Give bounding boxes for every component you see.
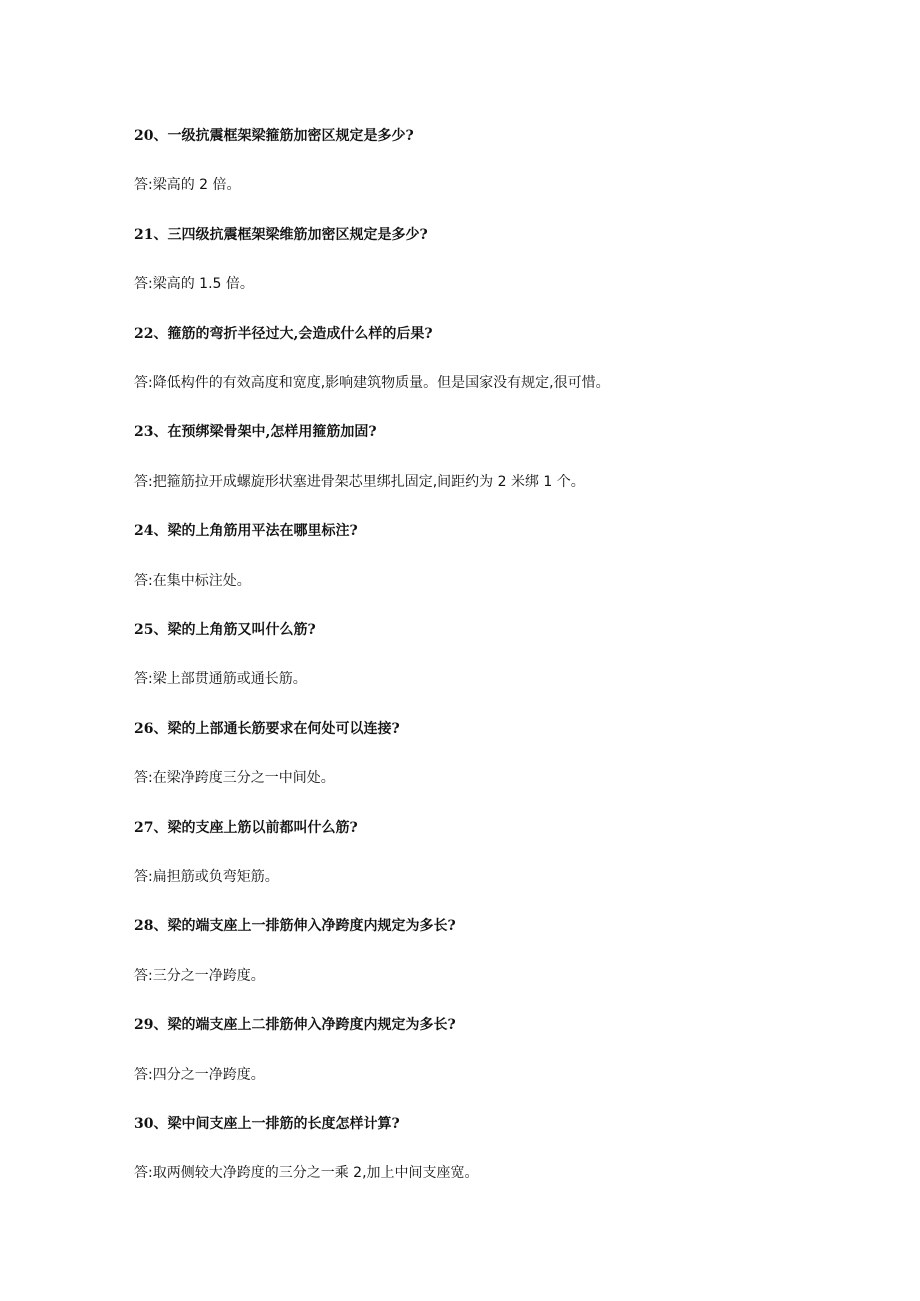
qa-item-20 — [134, 116, 874, 215]
qa-item-21 — [134, 215, 874, 314]
answer-21: 答:梁高的 1.5 倍。 — [134, 276, 254, 293]
question-25: 25、梁的上角筋又叫什么筋? — [134, 621, 316, 638]
question-28: 28、梁的端支座上一排筋伸入净跨度内规定为多长? — [134, 918, 456, 935]
qa-item-22 — [134, 314, 874, 413]
answer-27: 答:扁担筋或负弯矩筋。 — [134, 868, 279, 885]
qa-item-24 — [134, 511, 874, 610]
answer-30: 答:取两侧较大净跨度的三分之一乘 2,加上中间支座宽。 — [134, 1165, 479, 1182]
qa-item-30 — [134, 1104, 874, 1203]
qa-item-26 — [134, 709, 874, 808]
qa-item-29 — [134, 1005, 874, 1104]
qa-item-23 — [134, 412, 874, 511]
question-30: 30、梁中间支座上一排筋的长度怎样计算? — [134, 1115, 400, 1132]
qa-list — [134, 116, 874, 1203]
qa-item-28 — [134, 906, 874, 1005]
answer-20: 答:梁高的 2 倍。 — [134, 177, 241, 194]
question-26: 26、梁的上部通长筋要求在何处可以连接? — [134, 720, 400, 737]
answer-22: 答:降低构件的有效高度和宽度,影响建筑物质量。但是国家没有规定,很可惜。 — [134, 374, 610, 391]
question-22: 22、箍筋的弯折半径过大,会造成什么样的后果? — [134, 325, 433, 342]
qa-item-25 — [134, 610, 874, 709]
question-20: 20、一级抗震框架梁箍筋加密区规定是多少? — [134, 128, 414, 144]
question-29: 29、梁的端支座上二排筋伸入净跨度内规定为多长? — [134, 1017, 456, 1034]
question-24: 24、梁的上角筋用平法在哪里标注? — [134, 523, 358, 540]
qa-item-27 — [134, 808, 874, 907]
question-21: 21、三四级抗震框架梁维筋加密区规定是多少? — [134, 226, 428, 243]
answer-26: 答:在梁净跨度三分之一中间处。 — [134, 770, 335, 787]
question-27: 27、梁的支座上筋以前都叫什么筋? — [134, 819, 358, 836]
question-23: 23、在预绑梁骨架中,怎样用箍筋加固? — [134, 424, 377, 441]
answer-28: 答:三分之一净跨度。 — [134, 967, 265, 984]
answer-29: 答:四分之一净跨度。 — [134, 1066, 265, 1083]
answer-23: 答:把箍筋拉开成螺旋形状塞进骨架芯里绑扎固定,间距约为 2 米绑 1 个。 — [134, 473, 585, 490]
answer-24: 答:在集中标注处。 — [134, 572, 251, 589]
answer-25: 答:梁上部贯通筋或通长筋。 — [134, 671, 307, 688]
